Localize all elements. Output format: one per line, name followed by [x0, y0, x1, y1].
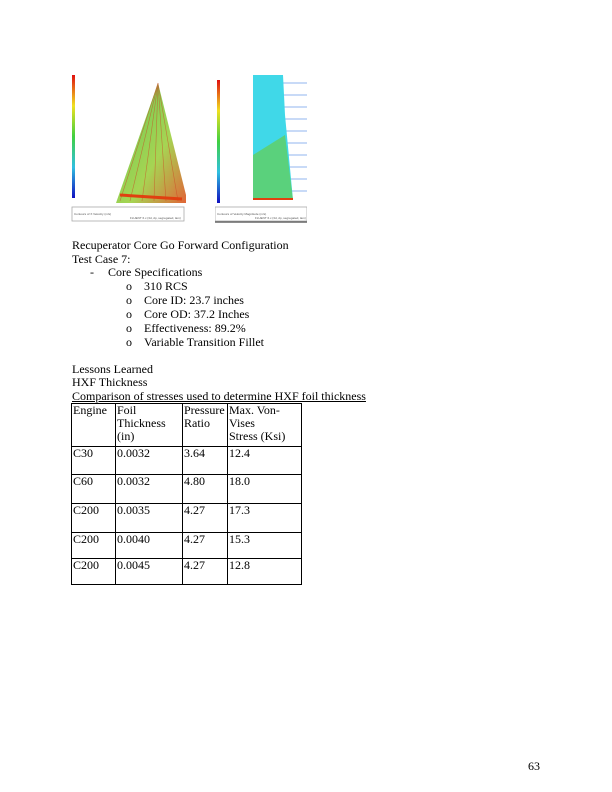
header-text: Stress (Ksi) [229, 429, 286, 443]
lessons-learned-heading: Lessons Learned [72, 362, 153, 376]
contour-plot-image [215, 75, 307, 223]
figure-stamp: FLUENT 6.x (3d, dp, segregated, lam) [255, 216, 306, 220]
spec-item: Effectiveness: 89.2% [144, 321, 246, 335]
figure-stamp: FLUENT 6.x (3d, dp, segregated, lam) [130, 216, 181, 220]
cell-pressure-ratio: 3.64 [183, 447, 228, 475]
header-text: Engine [73, 403, 107, 417]
bullet-icon: o [126, 307, 132, 321]
cell-foil-thickness: 0.0045 [116, 559, 183, 585]
cell-max-stress: 15.3 [228, 533, 302, 559]
cell-pressure-ratio: 4.27 [183, 533, 228, 559]
header-text: Vises [229, 416, 255, 430]
x-velocity-contour-figure [70, 75, 186, 223]
cell-max-stress: 17.3 [228, 504, 302, 533]
figure-caption: Contours of Velocity Magnitude (m/s) [217, 212, 267, 216]
header-pressure-ratio [183, 404, 228, 447]
cell-foil-thickness: 0.0035 [116, 504, 183, 533]
spec-item: Variable Transition Fillet [144, 335, 264, 349]
bullet-icon: o [126, 279, 132, 293]
figure-caption: Contours of X Velocity (m/s) [74, 212, 112, 216]
table-row [72, 475, 302, 504]
cell-engine: C200 [72, 533, 116, 559]
spec-item: 310 RCS [144, 279, 188, 293]
hxf-thickness-heading: HXF Thickness [72, 375, 148, 389]
header-text: Foil [117, 403, 137, 417]
header-engine [72, 404, 116, 447]
header-max-stress [228, 404, 302, 447]
spec-item: Core ID: 23.7 inches [144, 293, 244, 307]
cell-max-stress: 12.4 [228, 447, 302, 475]
section-heading: Recuperator Core Go Forward Configuration [72, 238, 289, 252]
header-text: Ratio [184, 416, 210, 430]
cell-foil-thickness: 0.0040 [116, 533, 183, 559]
cell-engine: C200 [72, 504, 116, 533]
header-text: (in) [117, 429, 135, 443]
table-caption: Comparison of stresses used to determine HXF foil thickness [72, 389, 366, 403]
header-foil-thickness [116, 404, 183, 447]
cell-engine: C200 [72, 559, 116, 585]
cell-engine: C30 [72, 447, 116, 475]
table-row [72, 447, 302, 475]
stress-comparison-table [71, 403, 302, 585]
page-number: 63 [528, 759, 540, 773]
table-row [72, 504, 302, 533]
cell-max-stress: 12.8 [228, 559, 302, 585]
cell-engine: C60 [72, 475, 116, 504]
cell-pressure-ratio: 4.27 [183, 559, 228, 585]
header-text: Max. Von- [229, 403, 280, 417]
core-specifications-title: Core Specifications [108, 265, 203, 279]
velocity-magnitude-contour-figure [215, 75, 307, 223]
cell-pressure-ratio: 4.27 [183, 504, 228, 533]
cell-pressure-ratio: 4.80 [183, 475, 228, 504]
bullet-icon: o [126, 335, 132, 349]
contour-plot-image [70, 75, 186, 223]
header-text: Pressure [184, 403, 225, 417]
bullet-icon: o [126, 293, 132, 307]
bullet-icon: o [126, 321, 132, 335]
table-row [72, 559, 302, 585]
spec-item: Core OD: 37.2 Inches [144, 307, 250, 321]
cell-max-stress: 18.0 [228, 475, 302, 504]
table-row [72, 533, 302, 559]
header-text: Thickness [117, 416, 166, 430]
cell-foil-thickness: 0.0032 [116, 475, 183, 504]
dash-bullet: - [90, 265, 94, 279]
cell-foil-thickness: 0.0032 [116, 447, 183, 475]
test-case-label: Test Case 7: [72, 252, 131, 266]
table-header-row [72, 404, 302, 447]
